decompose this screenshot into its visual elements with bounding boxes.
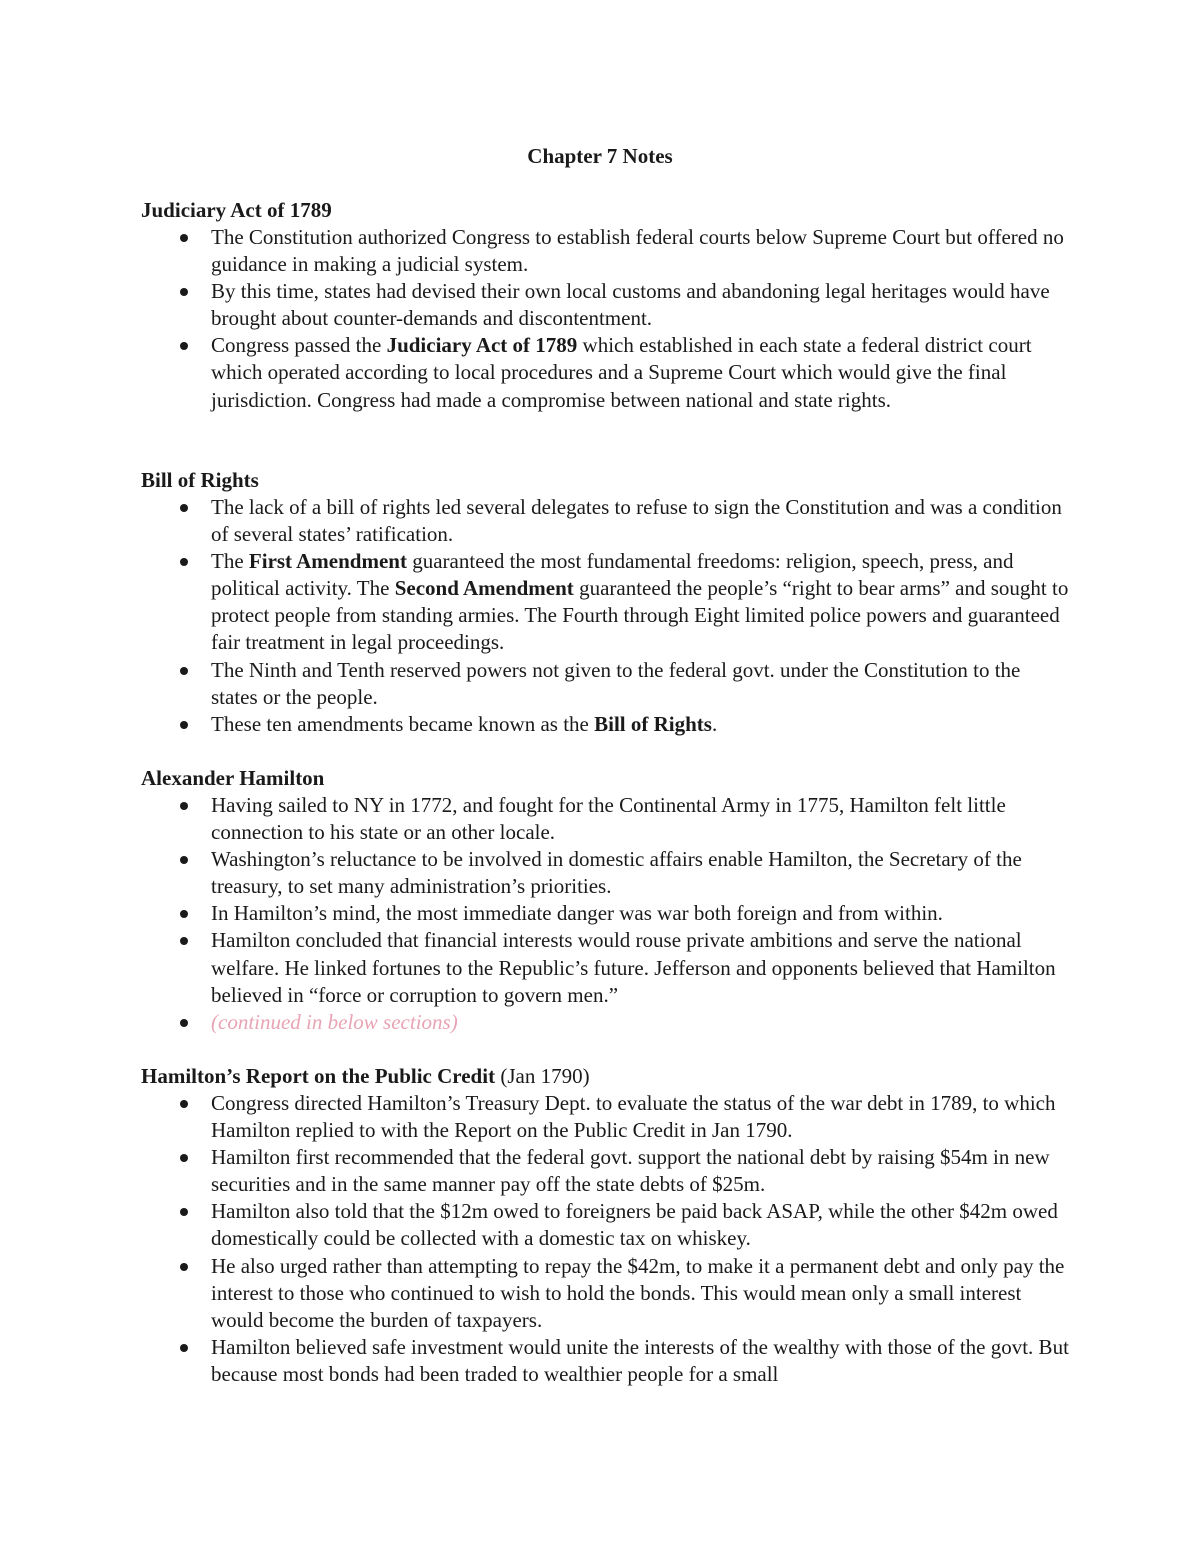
section-judiciary-act	[141, 197, 1071, 414]
list-item: The Ninth and Tenth reserved powers not given to the federal govt. under the Constitution to the states or the people.	[141, 657, 1071, 711]
list-item: He also urged rather than attempting to repay the $42m, to make it a permanent debt and only pay the interest to those who continued to wish to hold the bonds. This would mean only a small interest would become the burden of taxpayers.	[141, 1253, 1071, 1334]
list-item: In Hamilton’s mind, the most immediate danger was war both foreign and from within.	[141, 900, 1071, 927]
list-item	[141, 1009, 1071, 1036]
list-item: Hamilton believed safe investment would unite the interests of the wealthy with those of the govt. But because most bonds had been traded to wealthier people for a small	[141, 1334, 1071, 1388]
list-item: Hamilton concluded that financial interests would rouse private ambitions and serve the national welfare. He linked fortunes to the Republic’s future. Jefferson and opponents believed that Hamilton believed in “force or corruption to govern men.”	[141, 927, 1071, 1008]
list-item: These ten amendments became known as the Bill of Rights.	[141, 711, 1071, 738]
section-heading: Bill of Rights	[141, 468, 259, 492]
list-item: Washington’s reluctance to be involved in domestic affairs enable Hamilton, the Secretary of the treasury, to set many administration’s priorities.	[141, 846, 1071, 900]
continued-note: (continued in below sections)	[211, 1009, 458, 1034]
section-heading: Alexander Hamilton	[141, 766, 325, 790]
list-item: Hamilton also told that the $12m owed to foreigners be paid back ASAP, while the other $42m owed domestically could be collected with a domestic tax on whiskey.	[141, 1198, 1071, 1252]
list-item: Hamilton first recommended that the federal govt. support the national debt by raising $54m in new securities and in the same manner pay off the state debts of $25m.	[141, 1144, 1071, 1198]
list-item: The First Amendment guaranteed the most fundamental freedoms: religion, speech, press, and political activity. The Second Amendment guaranteed the people’s “right to bear arms” and sought to protect people from standing armies. The Fourth through Eight limited police powers and guaranteed fair treatment in legal proceedings.	[141, 548, 1071, 656]
bullet-list	[141, 1090, 1071, 1388]
page-title: Chapter 7 Notes	[527, 144, 673, 168]
list-item: Congress directed Hamilton’s Treasury Dept. to evaluate the status of the war debt in 1789, to which Hamilton replied to with the Report on the Public Credit in Jan 1790.	[141, 1090, 1071, 1144]
section-bill-of-rights	[141, 467, 1071, 738]
bold-term: Judiciary Act of 1789	[386, 333, 578, 358]
list-item: Congress passed the Judiciary Act of 1789 which established in each state a federal district court which operated according to local procedures and a Supreme Court which would give the final jurisdiction. Congress had made a compromise between national and state rights.	[141, 332, 1071, 413]
section-public-credit-report	[141, 1063, 1071, 1388]
list-item: Having sailed to NY in 1772, and fought for the Continental Army in 1775, Hamilton felt little connection to his state or an other locale.	[141, 792, 1071, 846]
bold-term: Bill of Rights	[594, 711, 712, 736]
bullet-list	[141, 224, 1071, 414]
list-item: By this time, states had devised their own local customs and abandoning legal heritages would have brought about counter-demands and discontentment.	[141, 278, 1071, 332]
bold-term: First Amendment	[248, 549, 407, 574]
list-item: The Constitution authorized Congress to establish federal courts below Supreme Court but offered no guidance in making a judicial system.	[141, 224, 1071, 278]
bold-term: Second Amendment	[394, 576, 574, 601]
bullet-list	[141, 792, 1071, 1036]
heading-date: (Jan 1790)	[495, 1064, 590, 1088]
list-item: The lack of a bill of rights led several delegates to refuse to sign the Constitution and was a condition of several states’ ratification.	[141, 494, 1071, 548]
section-heading: Hamilton’s Report on the Public Credit (Jan 1790)	[141, 1064, 590, 1088]
section-alexander-hamilton	[141, 765, 1071, 1036]
section-heading: Judiciary Act of 1789	[141, 198, 332, 222]
bullet-list	[141, 494, 1071, 738]
